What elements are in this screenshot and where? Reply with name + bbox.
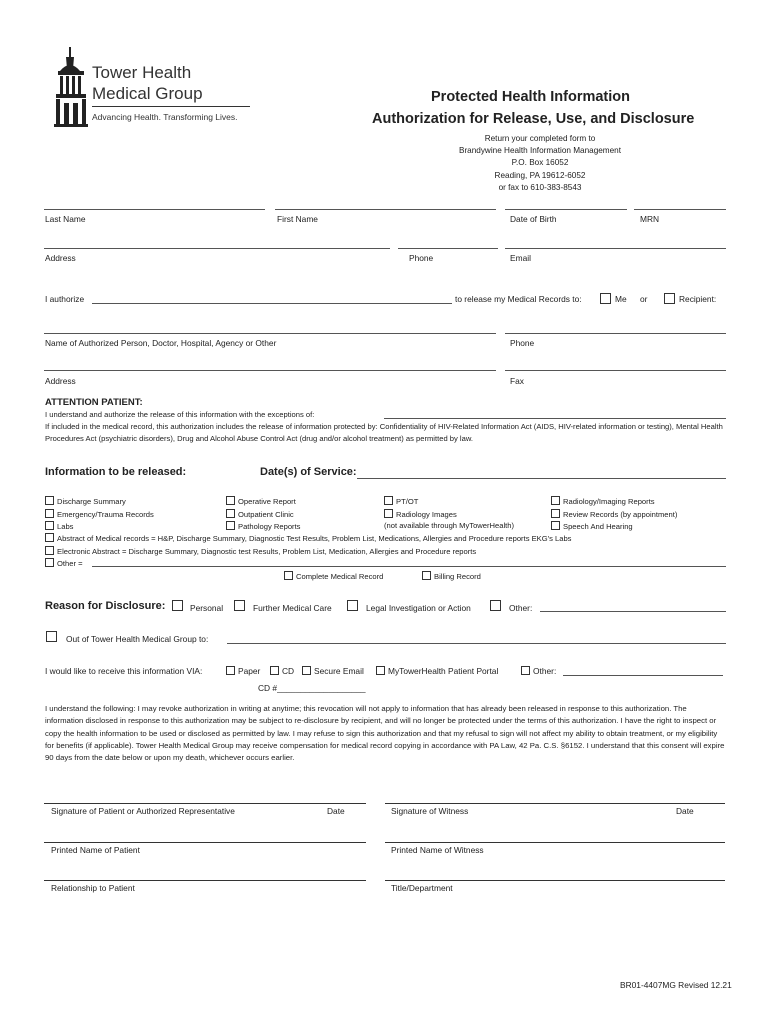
mrn-field[interactable] xyxy=(634,209,726,210)
tower-logo-icon xyxy=(52,47,90,127)
via-other-label: Other: xyxy=(533,666,557,676)
further-care-checkbox[interactable] xyxy=(234,600,245,611)
checkbox-icon xyxy=(422,571,431,580)
me-checkbox[interactable] xyxy=(600,293,611,304)
info-checkbox-item[interactable] xyxy=(226,496,296,506)
email-label: Email xyxy=(510,253,531,263)
dates-of-service-label: Date(s) of Service: xyxy=(260,466,357,478)
info-item-note: (not available through MyTowerHealth) xyxy=(384,521,515,530)
printed-witness-field[interactable] xyxy=(385,842,725,843)
complete-record-label: Complete Medical Record xyxy=(296,572,384,581)
logo-line2: Medical Group xyxy=(92,84,203,103)
checkbox-icon xyxy=(384,509,393,518)
logo-rule xyxy=(92,106,250,107)
personal-checkbox[interactable] xyxy=(172,600,183,611)
first-name-label: First Name xyxy=(277,214,318,224)
title-department-label: Title/Department xyxy=(391,883,453,893)
info-item-label: Speech And Hearing xyxy=(563,522,633,531)
relationship-field[interactable] xyxy=(44,880,366,881)
return-line: or fax to 610-383-8543 xyxy=(498,182,582,192)
electronic-abstract-label: Electronic Abstract = Discharge Summary, Diagnostic test Results, Problem List, Medication, Allergies and Procedure reports xyxy=(57,547,477,556)
address-label: Address xyxy=(45,253,76,263)
patient-signature-field[interactable] xyxy=(44,803,366,804)
reason-other-checkbox[interactable] xyxy=(490,600,501,611)
billing-record-checkbox-item[interactable] xyxy=(422,571,481,581)
via-portal-label: MyTowerHealth Patient Portal xyxy=(388,666,499,676)
checkbox-icon xyxy=(551,496,560,505)
checkbox-icon xyxy=(270,666,279,675)
info-checkbox-item[interactable] xyxy=(45,509,154,519)
i-authorize-label: I authorize xyxy=(45,294,85,304)
authorized-person-field[interactable] xyxy=(44,333,496,334)
info-checkbox-item[interactable] xyxy=(45,496,126,506)
checkbox-icon xyxy=(45,521,54,530)
info-item-label: Discharge Summary xyxy=(57,497,126,506)
address2-label: Address xyxy=(45,376,76,386)
via-cd-label: CD xyxy=(282,666,295,676)
checkbox-icon xyxy=(284,571,293,580)
fax-label: Fax xyxy=(510,376,524,386)
reason-heading: Reason for Disclosure: xyxy=(45,600,166,612)
exceptions-field[interactable] xyxy=(384,418,726,419)
logo-tagline: Advancing Health. Transforming Lives. xyxy=(92,112,238,122)
info-item-label: Review Records (by appointment) xyxy=(563,510,678,519)
checkbox-icon xyxy=(45,546,54,555)
attention-paragraph: If included in the medical record, this authorization includes the release of information protected by: Confidentiality of HIV-Related Information Act (AIDS, HIV-related information or testing), Mental Health Procedures Act (psychiatric disorders), Drug and Alcohol Abuse Control Act (drug and/or alcohol treatment) as permitted by law. xyxy=(45,422,723,444)
abstract-checkbox-item[interactable] xyxy=(45,533,571,543)
title-department-field[interactable] xyxy=(385,880,725,881)
info-heading: Information to be released: xyxy=(45,466,187,478)
last-name-field[interactable] xyxy=(44,209,265,210)
attention-title: ATTENTION PATIENT: xyxy=(45,397,143,408)
via-cd-option[interactable] xyxy=(270,666,294,676)
mrn-label: MRN xyxy=(640,214,660,224)
info-item-label: Outpatient Clinic xyxy=(238,510,294,519)
checkbox-icon xyxy=(45,496,54,505)
via-email-option[interactable] xyxy=(302,666,364,676)
via-prefix: I would like to receive this information VIA: xyxy=(45,666,203,676)
address2-field[interactable] xyxy=(44,370,496,371)
checkbox-icon xyxy=(226,521,235,530)
legal-checkbox[interactable] xyxy=(347,600,358,611)
other-label: Other = xyxy=(57,559,83,568)
email-field[interactable] xyxy=(505,248,726,249)
info-item-label: Emergency/Trauma Records xyxy=(57,510,154,519)
attention-exceptions: I understand and authorize the release of this information with the exceptions of: xyxy=(45,410,315,419)
info-item-label: PT/OT xyxy=(396,497,419,506)
printed-patient-label: Printed Name of Patient xyxy=(51,845,140,855)
recipient-checkbox[interactable] xyxy=(664,293,675,304)
reason-other-label: Other: xyxy=(509,603,533,613)
checkbox-icon xyxy=(384,496,393,505)
phone2-label: Phone xyxy=(510,338,535,348)
me-label: Me xyxy=(615,294,627,304)
to-release-label: to release my Medical Records to: xyxy=(455,294,582,304)
dob-label: Date of Birth xyxy=(510,214,557,224)
info-checkbox-item[interactable] xyxy=(226,509,294,519)
out-of-network-field[interactable] xyxy=(227,643,726,644)
via-paper-option[interactable] xyxy=(226,666,260,676)
return-address xyxy=(400,133,680,194)
form-title-line1: Protected Health Information xyxy=(431,89,630,105)
checkbox-icon xyxy=(226,666,235,675)
authorize-field[interactable] xyxy=(92,303,452,304)
info-checkbox-item[interactable] xyxy=(384,496,418,506)
further-care-label: Further Medical Care xyxy=(253,603,332,613)
info-checkbox-item[interactable] xyxy=(384,509,457,519)
return-line: P.O. Box 16052 xyxy=(511,158,569,168)
info-item-label: Labs xyxy=(57,522,74,531)
info-item-label: Operative Report xyxy=(238,497,296,506)
phone-field[interactable] xyxy=(398,248,498,249)
legal-label: Legal Investigation or Action xyxy=(366,603,471,613)
checkbox-icon xyxy=(45,533,54,542)
info-checkbox-item[interactable] xyxy=(551,509,677,519)
witness-signature-label: Signature of Witness xyxy=(391,806,469,816)
checkbox-icon xyxy=(45,558,54,567)
via-portal-option[interactable] xyxy=(376,666,498,676)
out-of-network-label: Out of Tower Health Medical Group to: xyxy=(66,634,209,644)
via-email-label: Secure Email xyxy=(314,666,364,676)
printed-witness-label: Printed Name of Witness xyxy=(391,845,484,855)
date1-label: Date xyxy=(327,806,345,816)
form-title-line2: Authorization for Release, Use, and Disclosure xyxy=(372,111,695,127)
reason-other-field[interactable] xyxy=(540,611,726,612)
other-checkbox-item[interactable] xyxy=(45,558,83,568)
checkbox-icon xyxy=(226,496,235,505)
return-line: Reading, PA 19612-6052 xyxy=(494,170,586,180)
last-name-label: Last Name xyxy=(45,214,86,224)
info-checkbox-item[interactable] xyxy=(226,521,300,531)
checkbox-icon xyxy=(551,509,560,518)
phone-label: Phone xyxy=(409,253,434,263)
cd-number-field[interactable]: CD #___________________ xyxy=(258,683,366,693)
patient-signature-label: Signature of Patient or Authorized Representative xyxy=(51,806,235,816)
out-of-network-checkbox[interactable] xyxy=(46,631,57,642)
witness-signature-field[interactable] xyxy=(385,803,725,804)
form-code: BR01-4407MG Revised 12.21 xyxy=(620,980,732,990)
or-label: or xyxy=(640,294,648,304)
dates-of-service-field[interactable] xyxy=(357,478,726,479)
printed-patient-field[interactable] xyxy=(44,842,366,843)
return-line: Brandywine Health Information Management xyxy=(458,146,622,156)
checkbox-icon xyxy=(302,666,311,675)
info-checkbox-item[interactable] xyxy=(551,496,655,506)
via-other-field[interactable] xyxy=(563,675,723,676)
dob-field[interactable] xyxy=(505,209,627,210)
first-name-field[interactable] xyxy=(275,209,496,210)
authorized-person-label: Name of Authorized Person, Doctor, Hospital, Agency or Other xyxy=(45,338,277,348)
address-field[interactable] xyxy=(44,248,390,249)
return-line: Return your completed form to xyxy=(484,134,596,143)
checkbox-icon xyxy=(226,509,235,518)
info-item-label: Radiology Images xyxy=(396,510,457,519)
electronic-abstract-checkbox-item[interactable] xyxy=(45,546,476,556)
relationship-label: Relationship to Patient xyxy=(51,883,135,893)
info-item-label: Radiology/Imaging Reports xyxy=(563,497,655,506)
other-info-field[interactable] xyxy=(92,566,726,567)
date2-label: Date xyxy=(676,806,694,816)
via-other-option[interactable] xyxy=(521,666,556,676)
recipient-label: Recipient: xyxy=(679,294,717,304)
fax-field[interactable] xyxy=(505,370,726,371)
personal-label: Personal xyxy=(190,603,224,613)
checkbox-icon xyxy=(521,666,530,675)
logo-line1: Tower Health xyxy=(92,63,192,82)
complete-record-checkbox-item[interactable] xyxy=(284,571,383,581)
billing-record-label: Billing Record xyxy=(434,572,481,581)
abstract-label: Abstract of Medical records = H&P, Discharge Summary, Diagnostic Test Results, Problem List, Medications, Allergies and Procedure reports EKG's Labs xyxy=(57,534,572,543)
understand-paragraph: I understand the following: I may revoke authorization in writing at anytime; this revocation will not apply to information that has already been released in response to this authorization. The information disclosed in response to this authorization may be subject to re-disclosure by recipient, and will no longer be protected under the terms of this authorization. I have the right to inspect or copy the health information to be used or disclosed as permitted by law. I may refuse to sign this authorization and that my refusal to sign will not affect my ability to obtain treatment, or my eligibility for benefits (if applicable). Tower Health Medical Group may receive compensation for medical record copying in accordance with PA Law, 42 Pa. C.S. §6152. I understand that this consent will expire 90 days from the date below or upon my death, whichever occurs earlier. xyxy=(45,704,725,763)
checkbox-icon xyxy=(376,666,385,675)
phone2-field[interactable] xyxy=(505,333,726,334)
info-checkbox-item[interactable] xyxy=(45,521,73,531)
checkbox-icon xyxy=(551,521,560,530)
checkbox-icon xyxy=(45,509,54,518)
via-paper-label: Paper xyxy=(238,666,261,676)
info-item-label: Pathology Reports xyxy=(238,522,301,531)
info-checkbox-item[interactable] xyxy=(551,521,633,531)
